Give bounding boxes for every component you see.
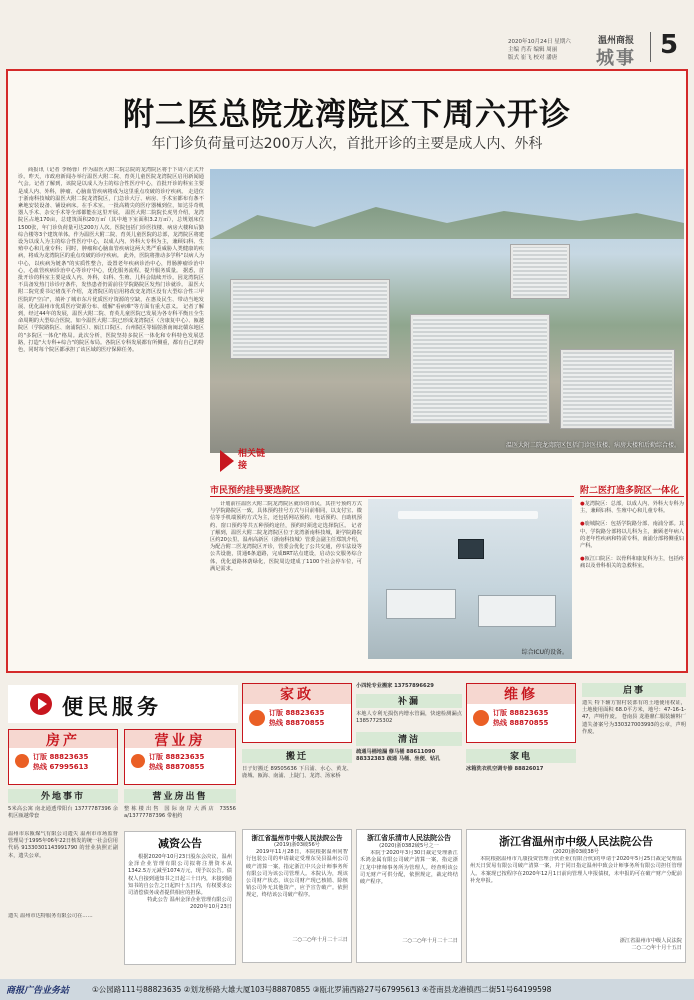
qingjie-ad2: 88332383 疏通 马桶、坐便、钻孔 [356,755,441,762]
weixiu-box [466,683,576,743]
jiadian-ad: 冰箱洗衣机空调专修 88826017 [466,766,544,772]
court3-body: 本院根据温州市九康投资管理合伙企业(有限合伙)的申请于2020年5月25日裁定受理温州天日贸易有限公司破产清算一案，并于同日指定温州中致会计师事务所有限公司担任管理人。本案现已按程序在2020年12月1日前向管理人申报债权，未申报的可在破产财产分配前补充申报。 [470,856,682,884]
bullet-icon: ● [580,501,585,507]
sub1-divider [210,496,574,497]
editors-line: 主编 肖若 编辑 周丽 [508,47,558,53]
footer-bar [0,979,694,1000]
court1-date: 二○二○年十月二十三日 [292,937,348,944]
subheadline: 年门诊负荷量可达200万人次，首批开诊的主要是成人内、外科 [151,136,543,152]
sub1-body: 计划前往温医大附二院龙湾院区就诊的市民，其挂号预约方式与学院路院区一致，具体预约挂号方式与目前相同，以支付宝、微信等手机端预约方式为主，还包括网站预约、电话预约、自助机预约、窗口预约等共五种预约途径，预约时须选定选择院区。 记者了解到，温医大附二院龙湾院区位于龙湾浙南科技城，距学院路院区约20公里。温州高新区（浙南科技城）管委会副主任郑凯介绍，为配合附二医龙湾院区开诊，管委会优化了公共交通，停车法设等公共设施，贯通6条道路，完成BRT站点建设，启动公交服务综合体，优化道路林荫绿化，医院周边建成了1100个社会停车位，可满足需求。 [210,501,362,572]
court2-title: 浙江省乐清市人民法院公告 [367,834,451,842]
footer-label: 商报广告业务站 [6,986,70,996]
bulan-ad: 本地人专利无损伤内增水管漏，快速检测漏点 13857725302 [356,711,462,725]
jianzi-date: 2020年10月23日 [190,904,232,911]
court2-body: 本院于2020年3月30日裁定受理浙江禾鸿金属有限公司破产清算一案，指定浙江龙中律师事务所为管理人。经查明该公司无财产可供分配，依照规定，裁定终结破产程序。 [360,850,458,886]
jianzi-sign: 特此公告 温州金泽企业管理有限公司 [147,897,232,904]
waidi-band: 外地事市 [8,789,118,803]
qidong-ad: 遗失 特下辅方窗村装部有的土地使用权证，土地使用面积 68.0平方米，地号：47-16-1-47，声明作废。 苍南县 龙港鼎仁服装辅料厂遗失备案号为330327003993的公章，声明作废。 [582,700,686,735]
weixiu-hotline: 热线 88870855 [493,719,549,727]
left-notice-2: 遗失 温州市达特服务有限公司在…… [8,913,93,919]
xiaoshou-ad: 小四轮专业搬家 13757896629 [356,683,434,689]
photo-caption: 温医大附二院龙湾院区包括门诊医技楼、病房大楼和后勤综合楼。 [505,442,680,449]
phone-icon [473,710,489,726]
waidi-ad: 5米高公寓 南北通透带阳台 13777787396 余机区瓯越带套 [8,806,118,820]
jiadian-col [466,749,576,789]
court2-case: (2020)浙0382破5号之一 [379,843,439,849]
icu-caption: 综合ICU的设备。 [521,649,568,656]
check-line: 版式 崔飞 校对 潘唐 [508,55,558,61]
banqian-ad: 日子好搬迁 89505636 下吕浦、水心、黄龙、鹿城、瓯海、南浦、上陡门、龙湾、汤家桥 [242,766,352,780]
yingyefang-hotline: 热线 88870855 [149,763,205,771]
qidong-title: 启事 [622,686,645,696]
section-name: 城事 [596,48,636,69]
yingyefang-title: 营业房 [154,733,206,749]
court2-date: 二○二○年十月二十二日 [402,938,458,945]
qidong-col [582,683,686,823]
headline: 附二医总院龙湾院区下周六开诊 [123,97,571,133]
sub2-divider [580,496,684,497]
weixiu-title: 维修 [504,687,538,703]
icu-ceiling-light [398,511,538,519]
icu-monitor [458,539,484,559]
jianzi-title: 减资公告 [158,837,202,850]
page-number: 5 [660,30,679,60]
middle-col [356,683,462,823]
related-link-label: 相关链接 [238,449,266,471]
date-line: 2020年10月24日 星期六 [508,39,571,45]
classifieds-area [4,679,690,975]
qingjie-ad: 疏通马桶地漏 修马桶 88611090 [356,748,436,755]
fangchan-hotline: 热线 67995613 [33,763,89,771]
court1-box [242,829,352,963]
yingye-chu-ad: 整栋楼出售 国际南岸大酒店 73556 a/13777787396 带租约 [124,806,236,820]
jiazheng-order: 订版 88823635 [269,709,325,717]
brand-arrow-icon [38,698,47,710]
phone-icon [15,754,29,768]
court2-box [356,829,462,963]
phone-icon [131,754,145,768]
article-body-col1: 商报讯（记者 李杨蓉）作为温医大附二院总院的龙湾院区将于下周六正式开诊。昨天，市政府新闻办举行温医大附二院、育英儿童医院龙湾院区启用新闻通气会。记者了解到，该院是以成人为主的综合性医疗中心，首批开诊的科室主要是成人内、外科，肿瘤、心脑血管疾病将成为这里重点攻破的诊疗疾病。 走进位于浙南科技城的温医大附二院龙湾院区，门急诊大厅、病房、手术室都布有条不紊地安装设备、铺设病床。在手术室，一批高精尖的医疗器械到位，如达芬奇机器人手术、杂交手术等全部都能在这里开展。 温医大附二院院长虎男介绍，龙湾院区占地170亩，总建筑面积20万㎡（其中地下室面积3.2万㎡），总规划床位1500张，年门诊负荷量可达200万人次。医院包括门诊医技楼、病房大楼和后勤综合楼等3个建筑单体。作为温医大附二院、育英儿童医院的总部，龙湾院区将建设为以成人为主的综合性医疗中心，以成人内、外科大专科为主，兼顾妇科、生殖中心和儿童专科；同时，肿瘤和心脑血管疾病这两大类严重威胁人类健康的疾病，将成为龙湾院区的重点攻破的诊疗疾病。 此外，医院将推动多学科"以病人为中心，以疾病为链条"的实质性整合，设置老年疾病诊治中心，胃肠肿瘤诊治中心，心血管疾病诊治中心等诊疗中心，优化服务流程，提升服务质量。 据悉，首批开诊的科室主要是成人内、外科，妇科、生殖、儿科会陆续开诊。因龙湾院区不具备发热门诊诊疗条件，发热患者仍需前往学院路院区发热门诊就诊。 温医大附二院党委书记褚茂平介绍，龙湾院区的启用将改变龙湾区没有大型综合性三甲医院的"空白"，填补了城市东片优质医疗资源的空缺，在惠及民生、带动当地发展、优化温州市优质医疗资源分布、缓解"看病难"等方面有重大意义。 记者了解到，经过44年的发展，温医大附二院、育英儿童医院已发展为各专科平衡且全生命周期的大型综合医院。如今温医大附二院已形成龙湾院区（含康复中心）、瓯越院区（学院路院区、南浦院区）、瓯江口院区、台州院区等辐射浙南闽北赣东地区的"多院区一体化"格局。此次分析，医院坚持多院区一体化和专科特色发展思路，打造"大专科+综合"的院区布局。各院区专科发展都有所侧重，都有自己的特色，同时每个院区都承担了该区域的医疗保障任务。 [18,167,204,354]
jiazheng-hotline: 热线 88870855 [269,719,325,727]
yingye-chu-band: 营业房出售 [124,789,236,803]
jianzi-body: 根据2020年10月23日股东会决议，温州金泽企业管理有限公司拟将注册资本从1342.5万元减至1074万元，现予以公告。债权人自接到通知书之日起三十日内，未接到通知书的自公告之日起四十五日内，有权要求公司清偿债务或者提供相应的担保。 [128,854,232,897]
jiazheng-title: 家政 [280,687,314,703]
yingyefang-box [124,729,236,785]
sub2-item: ●鹿城院区：包括学院路分部、南浦分部。其中，学院路分部将以儿科为主，兼顾老年病人的老年性疾病和特需专科，南浦分部将侧重妇产科。 [580,521,684,550]
paper-name: 温州商报 [598,36,635,46]
phone-icon [249,710,265,726]
building-a [230,279,390,359]
related-link-marker [220,450,234,472]
fangchan-title: 房产 [46,733,80,749]
bulan-band: 补漏 [356,694,462,708]
court3-case: (2020)浙03破38号 [552,849,599,855]
footer-items: ①公园路111号88823635 ②划龙桥路大雄大厦103号88870855 ③瓯北罗浦西路27号67995613 ④苍南县龙港镇西二街51号64199598 [92,985,552,994]
bullet-icon: ● [580,556,585,563]
banqian-col [242,749,352,821]
weixiu-order: 订版 88823635 [493,709,549,717]
jiazheng-box [242,683,352,743]
jiadian-title: 家电 [509,752,532,762]
mountain-shape [210,199,684,239]
icu-photo [368,499,572,659]
sub2-item: ●瓯江口院区：以骨科和康复科为主，包括疼痛以及骨科相关的急救科室。 [580,556,684,570]
building-d [510,244,570,299]
court3-title: 浙江省温州市中级人民法院公告 [499,835,653,848]
court3-date: 二○二○年十月十五日 [631,945,682,952]
yingyefang-order: 订版 88823635 [149,753,205,761]
brand-title: 便民服务 [62,695,162,719]
qingjie-band: 清洁 [356,732,462,746]
court1-case: (2019)浙03破56号 [273,842,320,848]
fangchan-box [8,729,118,785]
bullet-icon: ● [580,521,585,528]
sub1-title: 市民预约挂号要选院区 [210,486,301,496]
court3-box [466,829,686,963]
court1-title: 浙江省温州市中级人民法院公告 [251,834,343,842]
icu-bed-right [478,595,556,627]
building-b [410,314,550,424]
jianzi-box [124,831,236,965]
sub2-list [580,501,684,571]
sub2-item: ●龙湾院区：总部，以成人内、外科大专科为主，兼顾妇科、生殖中心和儿童专科。 [580,501,684,515]
fangchan-order: 订版 88823635 [33,753,89,761]
hospital-aerial-photo [210,169,684,453]
article-frame [6,69,688,673]
court1-body: 2019年11月28日，本院根据温州同智行包装公司的申请裁定受理东吴县温州公司破产清算一案，指定浙江中兴会计师事务所有限公司为该公司管理人。本院认为，现该公司财产状态，该公司财产现已核销、除核销公司外无其他资产，应予宣告破产。依照规定，终结该公司破产程序。 [246,849,348,899]
brand-box [8,685,238,723]
sub2-title: 附二医打造多院区一体化 [580,486,680,496]
icu-bed-left [386,589,456,619]
header-divider [650,32,651,62]
left-notice: 温州市东瓯煤气有限公司遗失 温州市市场监督管理局于1995年06年22日核发的统一社会信用代码 91330301143991790 的营业执照正副本，遗失公章。 [8,831,118,859]
banqian-title: 搬迁 [285,752,308,762]
court3-sign: 浙江省温州市中级人民法院 [619,938,682,945]
related-link-tag [220,448,266,474]
page-header [0,0,694,69]
building-c [560,349,675,429]
